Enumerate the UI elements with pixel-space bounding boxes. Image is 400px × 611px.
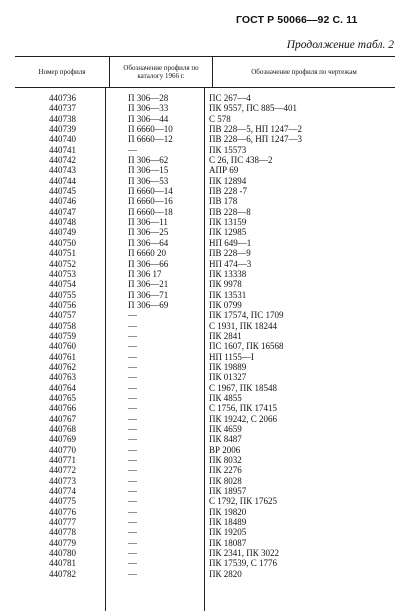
- drawing-designation-cell: ПК 13338: [209, 268, 247, 279]
- table-row: [15, 196, 395, 206]
- profile-number-cell: [15, 507, 105, 517]
- catalog-designation-cell: —: [128, 372, 137, 383]
- profile-number-cell: [15, 124, 105, 134]
- table-row: [15, 372, 395, 382]
- profile-number-cell: [15, 538, 105, 548]
- catalog-designation-cell: П 306—64: [128, 237, 169, 248]
- catalog-designation-cell: —: [128, 424, 137, 434]
- table-row: [15, 227, 395, 237]
- profile-number: 440764: [49, 382, 76, 393]
- catalog-designation-cell: —: [128, 527, 137, 538]
- drawing-designation-cell: ПК 9557, ПС 885—401: [209, 103, 298, 114]
- table-row: [15, 165, 395, 175]
- profile-number: 440777: [49, 517, 76, 528]
- profile-number-cell: [15, 414, 105, 424]
- table-row: [15, 290, 395, 300]
- catalog-designation-cell: П 6660—14: [128, 186, 173, 197]
- profile-number-cell: [15, 548, 105, 558]
- drawing-designation-cell: ПВ 228—5, НП 1247—2: [209, 124, 303, 135]
- table-row: [15, 383, 395, 393]
- table-row: [15, 176, 395, 186]
- column-divider: [105, 88, 106, 611]
- catalog-designation-cell: П 6660—18: [128, 206, 173, 217]
- catalog-designation-cell: П 306—15: [128, 165, 169, 176]
- profile-number: 440767: [49, 413, 76, 424]
- profile-number-cell: [15, 310, 105, 320]
- profile-number-cell: [15, 527, 105, 537]
- table-row: [15, 186, 395, 196]
- profile-number-cell: [15, 341, 105, 351]
- table-row: [15, 527, 395, 537]
- drawing-designation-cell: ПК 9978: [209, 279, 242, 290]
- catalog-designation-cell: П 306—71: [128, 289, 169, 300]
- table-row: [15, 103, 395, 113]
- drawing-designation-cell: ПК 17539, С 1776: [209, 558, 278, 569]
- drawing-designation-cell: ПВ 178: [209, 196, 238, 207]
- table-header-row: [15, 57, 395, 88]
- profile-number-cell: [15, 217, 105, 227]
- catalog-designation-cell: —: [128, 434, 137, 445]
- drawing-designation-cell: ПК 19242, С 2066: [209, 413, 278, 424]
- profile-number-cell: [15, 352, 105, 362]
- profile-number: 440774: [49, 486, 76, 497]
- catalog-designation-cell: П 6660—16: [128, 196, 173, 207]
- profile-number: 440763: [49, 372, 76, 383]
- profile-number: 440776: [49, 506, 76, 517]
- catalog-designation-cell: —: [128, 517, 137, 528]
- catalog-designation-cell: П 306—25: [128, 227, 169, 238]
- profile-number: 440738: [49, 113, 76, 124]
- drawing-designation-cell: ПК 12894: [209, 175, 247, 186]
- table-row: [15, 424, 395, 434]
- column-header-catalog-1966: Обозначение профиля по каталогу 1966 г.: [109, 57, 213, 87]
- drawing-designation-cell: ПК 2341, ПК 3022: [209, 548, 280, 559]
- table-row: [15, 259, 395, 269]
- profile-number: 440749: [49, 227, 76, 238]
- catalog-designation-cell: —: [128, 537, 137, 548]
- profile-number-cell: [15, 103, 105, 113]
- profile-number-cell: [15, 476, 105, 486]
- drawing-designation-cell: ПК 19820: [209, 506, 247, 517]
- table-row: [15, 124, 395, 134]
- table-row: [15, 321, 395, 331]
- drawing-designation-cell: ПК 8487: [209, 434, 242, 445]
- profile-number-cell: [15, 362, 105, 372]
- drawing-designation-cell: ПК 18957: [209, 486, 247, 497]
- drawing-designation-cell: С 26, ПС 438—2: [209, 155, 273, 166]
- profile-number: 440779: [49, 537, 76, 548]
- drawing-designation-cell: ПК 19889: [209, 361, 247, 372]
- drawing-designation-cell: ПК 19205: [209, 527, 247, 538]
- profile-number-cell: [15, 93, 105, 103]
- profile-number-cell: [15, 517, 105, 527]
- profile-number: 440775: [49, 496, 76, 507]
- catalog-designation-cell: П 306—28: [128, 93, 169, 103]
- table-row: [15, 362, 395, 372]
- profile-number-cell: [15, 434, 105, 444]
- profile-number: 440773: [49, 475, 76, 486]
- catalog-designation-cell: П 6660—10: [128, 124, 173, 135]
- profile-number: 440748: [49, 217, 76, 228]
- profile-number: 440747: [49, 206, 76, 217]
- drawing-designation-cell: ВР 2006: [209, 444, 241, 455]
- catalog-designation-cell: —: [128, 455, 137, 466]
- profile-number-cell: [15, 300, 105, 310]
- catalog-designation-cell: П 306—33: [128, 103, 169, 114]
- catalog-designation-cell: —: [128, 330, 137, 341]
- profile-number: 440782: [49, 568, 76, 579]
- profile-number: 440757: [49, 310, 76, 321]
- profile-number: 440778: [49, 527, 76, 538]
- profile-number: 440744: [49, 175, 76, 186]
- profile-number-cell: [15, 145, 105, 155]
- drawing-designation-cell: ПК 4659: [209, 424, 242, 434]
- table-row: [15, 279, 395, 289]
- profile-number-cell: [15, 155, 105, 165]
- profile-number-cell: [15, 455, 105, 465]
- profile-number: 440750: [49, 237, 76, 248]
- table-row: [15, 269, 395, 279]
- drawing-designation-cell: ПК 0799: [209, 299, 242, 310]
- table-row: [15, 207, 395, 217]
- drawing-designation-cell: ПК 2276: [209, 465, 242, 476]
- catalog-designation-cell: —: [128, 496, 137, 507]
- profile-number: 440736: [49, 93, 76, 103]
- table-row: [15, 217, 395, 227]
- profile-number: 440758: [49, 320, 76, 331]
- profile-number-cell: [15, 114, 105, 124]
- profile-number-cell: [15, 207, 105, 217]
- profile-number: 440740: [49, 134, 76, 145]
- profile-number: 440772: [49, 465, 76, 476]
- profile-number: 440760: [49, 341, 76, 352]
- table-row: [15, 393, 395, 403]
- catalog-designation-cell: —: [128, 475, 137, 486]
- catalog-designation-cell: —: [128, 392, 137, 403]
- table-row: [15, 238, 395, 248]
- catalog-designation-cell: —: [128, 351, 137, 362]
- table-row: [15, 507, 395, 517]
- catalog-designation-cell: П 306—11: [128, 217, 168, 228]
- drawing-designation-cell: ПК 15573: [209, 144, 247, 155]
- profile-number-cell: [15, 269, 105, 279]
- profile-number-cell: [15, 486, 105, 496]
- profile-number-cell: [15, 372, 105, 382]
- profile-number-cell: [15, 134, 105, 144]
- catalog-designation-cell: —: [128, 568, 137, 579]
- profile-number-cell: [15, 403, 105, 413]
- table-row: [15, 155, 395, 165]
- profile-number: 440743: [49, 165, 76, 176]
- catalog-designation-cell: —: [128, 361, 137, 372]
- profile-number: 440781: [49, 558, 76, 569]
- profile-number: 440741: [49, 144, 76, 155]
- profile-number-cell: [15, 321, 105, 331]
- profile-number: 440769: [49, 434, 76, 445]
- table-row: [15, 517, 395, 527]
- profile-number-cell: [15, 238, 105, 248]
- profile-number: 440745: [49, 186, 76, 197]
- table-row: [15, 496, 395, 506]
- profile-number: 440780: [49, 548, 76, 559]
- column-header-profile-number: Номер профиля: [38, 68, 86, 76]
- profile-number: 440756: [49, 299, 76, 310]
- table-row: [15, 145, 395, 155]
- drawing-designation-cell: НП 474—3: [209, 258, 252, 269]
- profile-number-cell: [15, 383, 105, 393]
- drawing-designation-cell: ПС 1607, ПК 16568: [209, 341, 284, 352]
- drawing-designation-cell: НП 1155—I: [209, 351, 254, 362]
- table-row: [15, 558, 395, 568]
- table-row: [15, 352, 395, 362]
- profile-number: 440762: [49, 361, 76, 372]
- table-body: [15, 88, 395, 579]
- profile-number: 440739: [49, 124, 76, 135]
- drawing-designation-cell: ПС 267—4: [209, 93, 251, 103]
- profile-number: 440768: [49, 424, 76, 434]
- catalog-designation-cell: —: [128, 558, 137, 569]
- drawing-designation-cell: ПВ 228—9: [209, 248, 251, 259]
- table-row: [15, 476, 395, 486]
- catalog-designation-cell: —: [128, 144, 137, 155]
- table-row: [15, 93, 395, 103]
- profile-number-cell: [15, 569, 105, 579]
- table-row: [15, 248, 395, 258]
- catalog-designation-cell: —: [128, 486, 137, 497]
- catalog-designation-cell: —: [128, 382, 137, 393]
- catalog-designation-cell: —: [128, 403, 137, 414]
- drawing-designation-cell: С 1931, ПК 18244: [209, 320, 278, 331]
- profile-table: [15, 56, 395, 579]
- table-row: [15, 414, 395, 424]
- profile-number: 440753: [49, 268, 76, 279]
- profile-number-cell: [15, 196, 105, 206]
- drawing-designation-cell: ПК 13531: [209, 289, 247, 300]
- profile-number: 440751: [49, 248, 76, 259]
- profile-number-cell: [15, 445, 105, 455]
- profile-number: 440737: [49, 103, 76, 114]
- drawing-designation-cell: ПВ 228 -7: [209, 186, 247, 197]
- table-row: [15, 486, 395, 496]
- drawing-designation-cell: ПК 2820: [209, 568, 242, 579]
- drawing-designation-cell: ПВ 228—8: [209, 206, 251, 217]
- profile-number: 440765: [49, 392, 76, 403]
- catalog-designation-cell: П 306—21: [128, 279, 169, 290]
- drawing-designation-cell: ПК 13159: [209, 217, 247, 228]
- table-row: [15, 465, 395, 475]
- drawing-designation-cell: ПК 8028: [209, 475, 242, 486]
- table-row: [15, 434, 395, 444]
- catalog-designation-cell: П 6660 20: [128, 248, 166, 259]
- profile-number-cell: [15, 259, 105, 269]
- profile-number-cell: [15, 465, 105, 475]
- catalog-designation-cell: —: [128, 341, 137, 352]
- table-row: [15, 538, 395, 548]
- drawing-designation-cell: ПК 8032: [209, 455, 242, 466]
- profile-number-cell: [15, 331, 105, 341]
- profile-number-cell: [15, 279, 105, 289]
- drawing-designation-cell: ПК 12985: [209, 227, 247, 238]
- profile-number: 440742: [49, 155, 76, 166]
- profile-number-cell: [15, 186, 105, 196]
- profile-number: 440754: [49, 279, 76, 290]
- catalog-designation-cell: П 306—66: [128, 258, 169, 269]
- catalog-designation-cell: —: [128, 413, 137, 424]
- table-row: [15, 569, 395, 579]
- table-row: [15, 341, 395, 351]
- profile-number-cell: [15, 393, 105, 403]
- catalog-designation-cell: —: [128, 320, 137, 331]
- table-row: [15, 300, 395, 310]
- catalog-designation-cell: —: [128, 465, 137, 476]
- catalog-designation-cell: —: [128, 444, 137, 455]
- profile-number: 440752: [49, 258, 76, 269]
- drawing-designation-cell: ПК 17574, ПС 1709: [209, 310, 284, 321]
- table-row: [15, 310, 395, 320]
- table-continuation-title: Продолжение табл. 2: [286, 39, 394, 51]
- profile-number-cell: [15, 227, 105, 237]
- profile-number-cell: [15, 558, 105, 568]
- drawing-designation-cell: НП 649—1: [209, 237, 252, 248]
- catalog-designation-cell: П 306—53: [128, 175, 169, 186]
- column-divider: [204, 88, 205, 611]
- profile-number: 440759: [49, 330, 76, 341]
- catalog-designation-cell: П 306—62: [128, 155, 169, 166]
- table-row: [15, 455, 395, 465]
- drawing-designation-cell: ПК 18087: [209, 537, 247, 548]
- table-row: [15, 134, 395, 144]
- catalog-designation-cell: П 306—69: [128, 299, 169, 310]
- profile-number-cell: [15, 176, 105, 186]
- profile-number-cell: [15, 496, 105, 506]
- drawing-designation-cell: С 1967, ПК 18548: [209, 382, 278, 393]
- page-header: ГОСТ Р 50066—92 С. 11: [236, 14, 358, 26]
- profile-number: 440771: [49, 455, 76, 466]
- table-row: [15, 548, 395, 558]
- catalog-designation-cell: —: [128, 310, 137, 321]
- profile-number-cell: [15, 165, 105, 175]
- drawing-designation-cell: ПК 01327: [209, 372, 247, 383]
- catalog-designation-cell: —: [128, 548, 137, 559]
- table-row: [15, 445, 395, 455]
- profile-number: 440761: [49, 351, 76, 362]
- drawing-designation-cell: С 1756, ПК 17415: [209, 403, 278, 414]
- table-row: [15, 331, 395, 341]
- profile-number: 440746: [49, 196, 76, 207]
- catalog-designation-cell: П 6660—12: [128, 134, 173, 145]
- drawing-designation-cell: С 1792, ПК 17625: [209, 496, 278, 507]
- table-row: [15, 114, 395, 124]
- profile-number: 440766: [49, 403, 76, 414]
- profile-number-cell: [15, 290, 105, 300]
- drawing-designation-cell: ПК 2841: [209, 330, 242, 341]
- drawing-designation-cell: С 578: [209, 113, 231, 124]
- profile-number: 440755: [49, 289, 76, 300]
- drawing-designation-cell: ПВ 228—6, НП 1247—3: [209, 134, 303, 145]
- column-header-drawing-designation: Обозначение профиля по чертежам: [251, 68, 357, 76]
- catalog-designation-cell: —: [128, 506, 137, 517]
- profile-number-cell: [15, 248, 105, 258]
- profile-number: 440770: [49, 444, 76, 455]
- table-row: [15, 403, 395, 413]
- catalog-designation-cell: П 306 17: [128, 268, 162, 279]
- drawing-designation-cell: ПК 18489: [209, 517, 247, 528]
- drawing-designation-cell: ПК 4855: [209, 392, 242, 403]
- profile-number-cell: [15, 424, 105, 434]
- catalog-designation-cell: П 306—44: [128, 113, 169, 124]
- drawing-designation-cell: АПР 69: [209, 165, 239, 176]
